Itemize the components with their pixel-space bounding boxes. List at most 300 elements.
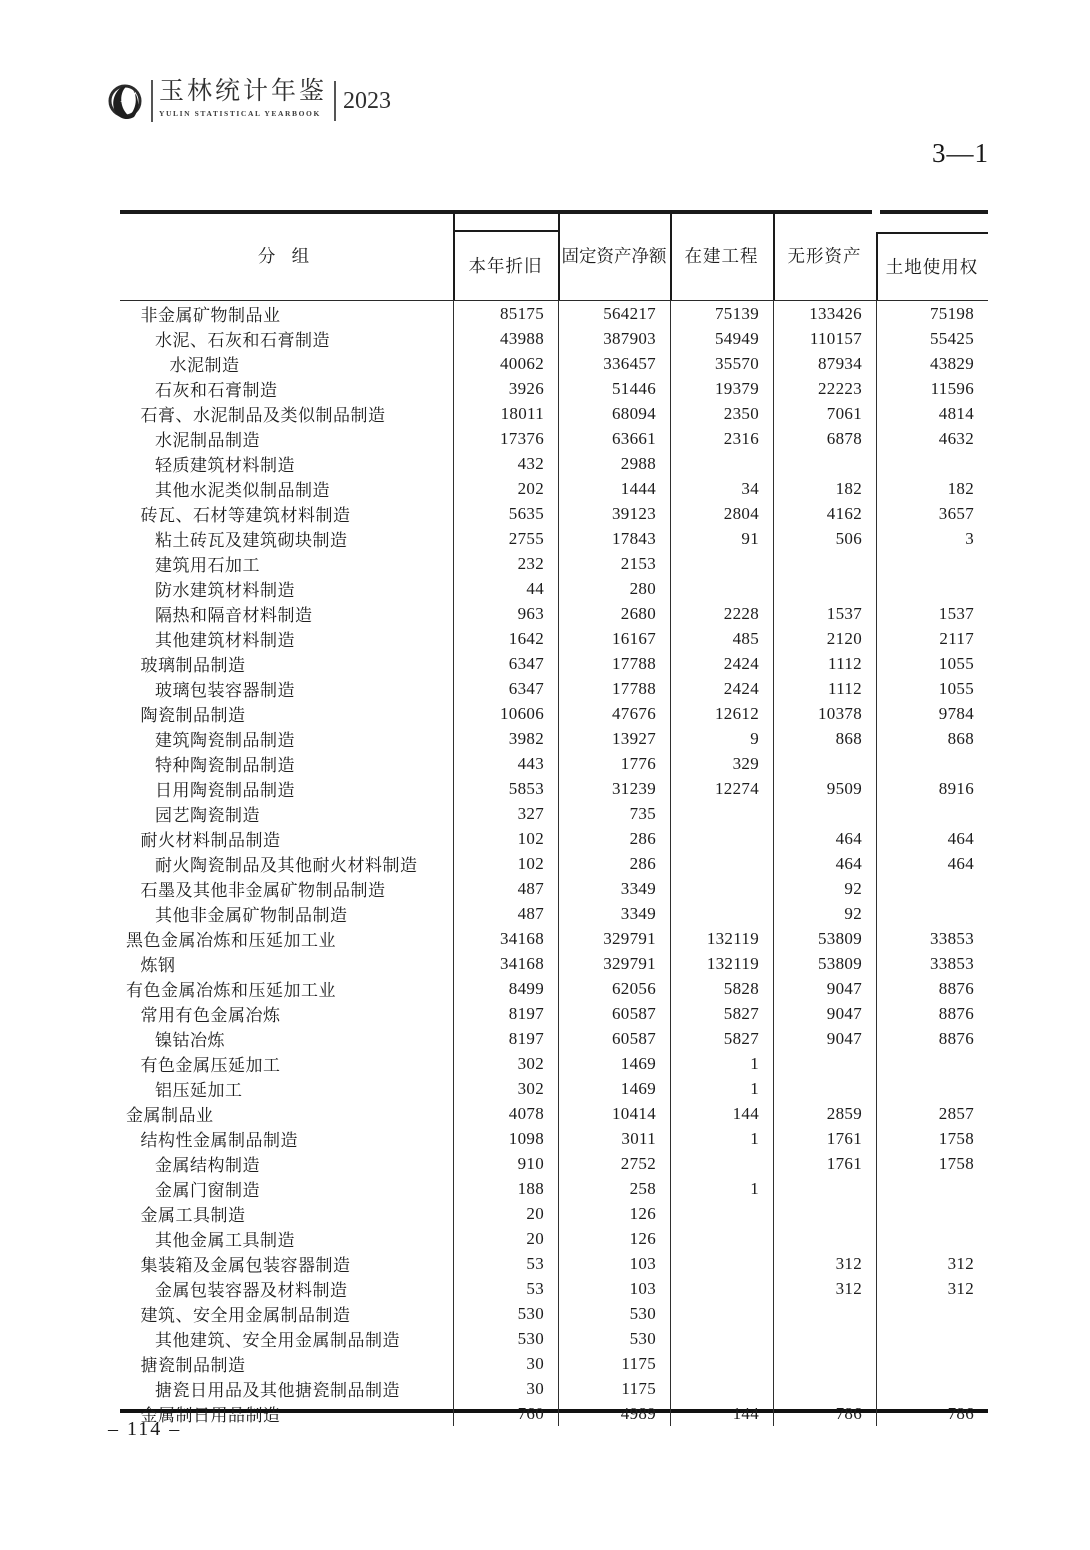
cell-value [876, 1226, 988, 1251]
row-label: 镍钴冶炼 [155, 1031, 225, 1050]
cell-value: 2988 [558, 451, 670, 476]
masthead-divider [151, 80, 153, 122]
cell-value [773, 801, 876, 826]
table-row [120, 401, 988, 426]
cell-value: 103 [558, 1276, 670, 1301]
cell-value: 1 [670, 1176, 773, 1201]
cell-value: 2804 [670, 501, 773, 526]
cell-value: 91 [670, 526, 773, 551]
table-row [120, 451, 988, 476]
cell-value: 329791 [558, 951, 670, 976]
cell-value [773, 1201, 876, 1226]
col-header-group: 分 组 [257, 245, 316, 266]
row-label: 金属门窗制造 [155, 1181, 260, 1200]
table-row [120, 1076, 988, 1101]
row-label: 黑色金属冶炼和压延加工业 [126, 931, 336, 950]
cell-value: 786 [876, 1401, 988, 1426]
cell-value: 16167 [558, 626, 670, 651]
cell-value: 30 [453, 1351, 558, 1376]
table-row [120, 1376, 988, 1401]
row-label: 结构性金属制品制造 [140, 1131, 298, 1150]
cell-value: 9047 [773, 976, 876, 1001]
cell-value [670, 1326, 773, 1351]
cell-value: 43829 [876, 351, 988, 376]
cell-value: 12612 [670, 701, 773, 726]
row-label: 隔热和隔音材料制造 [155, 606, 313, 625]
cell-value: 1112 [773, 676, 876, 701]
row-label: 非金属矿物制品业 [140, 306, 281, 325]
col-header-construction: 在建工程 [684, 245, 759, 266]
row-label: 砖瓦、石材等建筑材料制造 [140, 506, 351, 525]
cell-value [670, 1201, 773, 1226]
cell-value: 35570 [670, 351, 773, 376]
cell-value [876, 576, 988, 601]
cell-value: 17843 [558, 526, 670, 551]
cell-value: 1175 [558, 1351, 670, 1376]
cell-value: 8876 [876, 976, 988, 1001]
masthead [106, 78, 391, 132]
table-number: 3—1 [932, 138, 989, 168]
col-header-land-use: 土地使用权 [885, 256, 979, 277]
table-row [120, 1401, 988, 1426]
masthead-divider-2 [334, 81, 336, 121]
table-row [120, 476, 988, 501]
cell-value: 4989 [558, 1401, 670, 1426]
cell-value: 17376 [453, 426, 558, 451]
row-label: 玻璃制品制造 [140, 656, 246, 675]
table-row [120, 1101, 988, 1126]
cell-value [773, 1376, 876, 1401]
row-label: 有色金属冶炼和压延加工业 [126, 981, 336, 1000]
cell-value: 530 [453, 1301, 558, 1326]
cell-value: 9047 [773, 1026, 876, 1051]
cell-value: 55425 [876, 326, 988, 351]
cell-value [773, 1176, 876, 1201]
cell-value: 182 [773, 476, 876, 501]
cell-value: 20 [453, 1226, 558, 1251]
table-row [120, 826, 988, 851]
cell-value: 39123 [558, 501, 670, 526]
cell-value: 1642 [453, 626, 558, 651]
cell-value: 3011 [558, 1126, 670, 1151]
cell-value: 530 [453, 1326, 558, 1351]
cell-value: 5827 [670, 1026, 773, 1051]
cell-value [670, 1151, 773, 1176]
cell-value: 10414 [558, 1101, 670, 1126]
cell-value: 8876 [876, 1001, 988, 1026]
table-row [120, 1226, 988, 1251]
table-header [120, 210, 988, 301]
cell-value: 75198 [876, 301, 988, 326]
row-label: 其他建筑材料制造 [155, 631, 295, 650]
cell-value: 33853 [876, 951, 988, 976]
table-row [120, 901, 988, 926]
row-label: 金属制日用品制造 [140, 1406, 281, 1425]
row-label: 水泥制品制造 [155, 431, 260, 450]
row-label: 有色金属压延加工 [140, 1056, 281, 1075]
cell-value: 312 [876, 1276, 988, 1301]
cell-value: 910 [453, 1151, 558, 1176]
cell-value: 9784 [876, 701, 988, 726]
cell-value: 10606 [453, 701, 558, 726]
cell-value: 485 [670, 626, 773, 651]
row-label: 搪瓷日用品及其他搪瓷制品制造 [155, 1381, 400, 1400]
cell-value: 19379 [670, 376, 773, 401]
cell-value [670, 876, 773, 901]
table-row [120, 1126, 988, 1151]
cell-value: 4814 [876, 401, 988, 426]
cell-value: 2424 [670, 651, 773, 676]
table-row [120, 726, 988, 751]
cell-value: 40062 [453, 351, 558, 376]
cell-value [876, 1176, 988, 1201]
cell-value: 33853 [876, 926, 988, 951]
cell-value: 34168 [453, 951, 558, 976]
cell-value [670, 851, 773, 876]
cell-value [876, 551, 988, 576]
table-row [120, 551, 988, 576]
table-row [120, 326, 988, 351]
cell-value: 8197 [453, 1026, 558, 1051]
cell-value: 63661 [558, 426, 670, 451]
cell-value: 5853 [453, 776, 558, 801]
cell-value: 387903 [558, 326, 670, 351]
cell-value: 3 [876, 526, 988, 551]
cell-value: 4632 [876, 426, 988, 451]
cell-value [670, 1276, 773, 1301]
cell-value: 2228 [670, 601, 773, 626]
row-label: 玻璃包装容器制造 [155, 681, 295, 700]
cell-value: 1444 [558, 476, 670, 501]
table-row [120, 1201, 988, 1226]
table-row [120, 1251, 988, 1276]
masthead-title-block [159, 78, 327, 118]
cell-value: 1055 [876, 676, 988, 701]
cell-value: 286 [558, 851, 670, 876]
cell-value: 312 [773, 1251, 876, 1276]
cell-value: 75139 [670, 301, 773, 326]
table-row [120, 926, 988, 951]
cell-value: 132119 [670, 926, 773, 951]
cell-value: 2350 [670, 401, 773, 426]
row-label: 粘土砖瓦及建筑砌块制造 [155, 531, 348, 550]
row-label: 金属包装容器及材料制造 [155, 1281, 348, 1300]
yearbook-title-cn: 玉林统计年鉴 [159, 78, 328, 105]
cell-value: 1761 [773, 1151, 876, 1176]
cell-value: 9 [670, 726, 773, 751]
row-label: 特种陶瓷制品制造 [155, 756, 295, 775]
table-row [120, 526, 988, 551]
cell-value: 85175 [453, 301, 558, 326]
cell-value [670, 901, 773, 926]
cell-value: 8197 [453, 1001, 558, 1026]
cell-value: 132119 [670, 951, 773, 976]
cell-value: 202 [453, 476, 558, 501]
cell-value: 6347 [453, 676, 558, 701]
table-row [120, 1001, 988, 1026]
cell-value: 487 [453, 876, 558, 901]
table-row [120, 576, 988, 601]
table-row [120, 376, 988, 401]
cell-value [773, 451, 876, 476]
cell-value: 54949 [670, 326, 773, 351]
table-row [120, 1276, 988, 1301]
col-header-intangible: 无形资产 [787, 245, 862, 266]
cell-value [773, 1301, 876, 1326]
cell-value: 487 [453, 901, 558, 926]
cell-value: 60587 [558, 1026, 670, 1051]
table-row [120, 1176, 988, 1201]
cell-value: 43988 [453, 326, 558, 351]
cell-value: 102 [453, 851, 558, 876]
cell-value: 464 [876, 851, 988, 876]
cell-value: 3982 [453, 726, 558, 751]
cell-value: 103 [558, 1251, 670, 1276]
cell-value: 8499 [453, 976, 558, 1001]
cell-value [670, 1226, 773, 1251]
row-label: 石墨及其他非金属矿物制品制造 [140, 881, 386, 900]
table-row [120, 1301, 988, 1326]
cell-value: 302 [453, 1051, 558, 1076]
cell-value [876, 1051, 988, 1076]
cell-value [876, 1326, 988, 1351]
cell-value: 1537 [876, 601, 988, 626]
cell-value: 1758 [876, 1151, 988, 1176]
cell-value [876, 901, 988, 926]
cell-value [773, 1076, 876, 1101]
cell-value: 51446 [558, 376, 670, 401]
cell-value: 144 [670, 1401, 773, 1426]
cell-value [773, 551, 876, 576]
cell-value: 3926 [453, 376, 558, 401]
cell-value: 17788 [558, 676, 670, 701]
cell-value [773, 576, 876, 601]
cell-value: 2859 [773, 1101, 876, 1126]
cell-value: 464 [773, 826, 876, 851]
cell-value: 1 [670, 1076, 773, 1101]
col-header-depreciation: 本年折旧 [468, 255, 543, 276]
yearbook-year: 2023 [343, 88, 392, 114]
cell-value: 258 [558, 1176, 670, 1201]
cell-value: 5635 [453, 501, 558, 526]
cell-value: 1776 [558, 751, 670, 776]
cell-value: 4162 [773, 501, 876, 526]
cell-value: 144 [670, 1101, 773, 1126]
cell-value: 6878 [773, 426, 876, 451]
cell-value [670, 451, 773, 476]
cell-value: 464 [876, 826, 988, 851]
cell-value [876, 1076, 988, 1101]
cell-value: 336457 [558, 351, 670, 376]
row-label: 炼钢 [140, 956, 176, 975]
cell-value: 432 [453, 451, 558, 476]
cell-value: 530 [558, 1301, 670, 1326]
cell-value: 564217 [558, 301, 670, 326]
row-label: 建筑陶瓷制品制造 [155, 731, 295, 750]
cell-value: 443 [453, 751, 558, 776]
cell-value: 2680 [558, 601, 670, 626]
table-row [120, 426, 988, 451]
cell-value: 329791 [558, 926, 670, 951]
page-number: – 114 – [108, 1418, 182, 1440]
table-row [120, 626, 988, 651]
cell-value: 868 [773, 726, 876, 751]
table-row [120, 301, 988, 326]
cell-value: 1098 [453, 1126, 558, 1151]
row-label: 防水建筑材料制造 [155, 581, 295, 600]
cell-value: 1469 [558, 1051, 670, 1076]
cell-value: 3349 [558, 876, 670, 901]
table-row [120, 351, 988, 376]
cell-value: 1758 [876, 1126, 988, 1151]
cell-value [876, 451, 988, 476]
cell-value: 2755 [453, 526, 558, 551]
row-label: 建筑、安全用金属制品制造 [140, 1306, 351, 1325]
cell-value [876, 751, 988, 776]
cell-value: 34 [670, 476, 773, 501]
table-row [120, 601, 988, 626]
table-row [120, 1351, 988, 1376]
row-label: 日用陶瓷制品制造 [155, 781, 295, 800]
cell-value: 92 [773, 876, 876, 901]
table-row [120, 976, 988, 1001]
row-label: 其他金属工具制造 [155, 1231, 295, 1250]
cell-value: 60587 [558, 1001, 670, 1026]
cell-value: 188 [453, 1176, 558, 1201]
cell-value: 760 [453, 1401, 558, 1426]
cell-value: 34168 [453, 926, 558, 951]
cell-value: 47676 [558, 701, 670, 726]
cell-value: 68094 [558, 401, 670, 426]
cell-value [773, 1326, 876, 1351]
cell-value [670, 576, 773, 601]
row-label: 水泥、石灰和石膏制造 [155, 331, 330, 350]
cell-value: 12274 [670, 776, 773, 801]
row-label: 其他非金属矿物制品制造 [155, 906, 348, 925]
row-label: 建筑用石加工 [155, 556, 260, 575]
cell-value: 963 [453, 601, 558, 626]
row-label: 水泥制造 [169, 356, 240, 375]
cell-value: 9047 [773, 1001, 876, 1026]
table-row [120, 676, 988, 701]
row-label: 其他建筑、安全用金属制品制造 [155, 1331, 400, 1350]
cell-value: 1 [670, 1051, 773, 1076]
cell-value: 20 [453, 1201, 558, 1226]
table-row [120, 851, 988, 876]
yearbook-logo-icon [106, 80, 146, 124]
col-header-net-fixed-assets: 固定资产净额 [561, 245, 667, 266]
row-label: 金属工具制造 [140, 1206, 246, 1225]
cell-value [773, 1051, 876, 1076]
cell-value: 2316 [670, 426, 773, 451]
cell-value: 182 [876, 476, 988, 501]
cell-value: 133426 [773, 301, 876, 326]
cell-value [670, 1301, 773, 1326]
statistics-table [120, 210, 988, 1425]
cell-value: 9509 [773, 776, 876, 801]
row-label: 金属结构制造 [155, 1156, 260, 1175]
cell-value: 2120 [773, 626, 876, 651]
cell-value [773, 1226, 876, 1251]
cell-value: 302 [453, 1076, 558, 1101]
cell-value [670, 1251, 773, 1276]
cell-value: 312 [876, 1251, 988, 1276]
cell-value: 31239 [558, 776, 670, 801]
cell-value: 4078 [453, 1101, 558, 1126]
table-row [120, 701, 988, 726]
cell-value: 2153 [558, 551, 670, 576]
cell-value: 1469 [558, 1076, 670, 1101]
cell-value: 5828 [670, 976, 773, 1001]
cell-value: 8876 [876, 1026, 988, 1051]
row-label: 园艺陶瓷制造 [155, 806, 260, 825]
cell-value: 530 [558, 1326, 670, 1351]
table-row [120, 751, 988, 776]
yearbook-title-en: YULIN STATISTICAL YEARBOOK [159, 109, 321, 118]
cell-value: 53 [453, 1251, 558, 1276]
cell-value [773, 751, 876, 776]
cell-value: 735 [558, 801, 670, 826]
table-row [120, 801, 988, 826]
cell-value: 312 [773, 1276, 876, 1301]
cell-value: 53809 [773, 951, 876, 976]
cell-value: 2117 [876, 626, 988, 651]
cell-value: 102 [453, 826, 558, 851]
cell-value: 53809 [773, 926, 876, 951]
cell-value: 126 [558, 1201, 670, 1226]
cell-value: 30 [453, 1376, 558, 1401]
cell-value [670, 1376, 773, 1401]
table-top-rule-2 [880, 210, 988, 214]
cell-value: 10378 [773, 701, 876, 726]
table-body [120, 301, 988, 1425]
row-label: 陶瓷制品制造 [140, 706, 246, 725]
cell-value: 329 [670, 751, 773, 776]
cell-value: 17788 [558, 651, 670, 676]
row-label: 石膏、水泥制品及类似制品制造 [140, 406, 386, 425]
row-label: 耐火材料制品制造 [140, 831, 281, 850]
cell-value [876, 801, 988, 826]
cell-value: 2752 [558, 1151, 670, 1176]
cell-value: 506 [773, 526, 876, 551]
table-row [120, 1151, 988, 1176]
table-row [120, 1326, 988, 1351]
cell-value: 87934 [773, 351, 876, 376]
cell-value: 1761 [773, 1126, 876, 1151]
cell-value: 2424 [670, 676, 773, 701]
cell-value [876, 1301, 988, 1326]
cell-value [876, 1201, 988, 1226]
cell-value: 3349 [558, 901, 670, 926]
cell-value: 327 [453, 801, 558, 826]
cell-value: 44 [453, 576, 558, 601]
cell-value [670, 801, 773, 826]
cell-value: 53 [453, 1276, 558, 1301]
cell-value [773, 1351, 876, 1376]
table-row [120, 1026, 988, 1051]
cell-value: 13927 [558, 726, 670, 751]
cell-value: 18011 [453, 401, 558, 426]
cell-value: 8916 [876, 776, 988, 801]
cell-value: 11596 [876, 376, 988, 401]
table-row [120, 776, 988, 801]
table-row [120, 501, 988, 526]
row-label: 其他水泥类似制品制造 [155, 481, 330, 500]
cell-value [670, 551, 773, 576]
cell-value: 232 [453, 551, 558, 576]
cell-value: 5827 [670, 1001, 773, 1026]
cell-value: 1 [670, 1126, 773, 1151]
